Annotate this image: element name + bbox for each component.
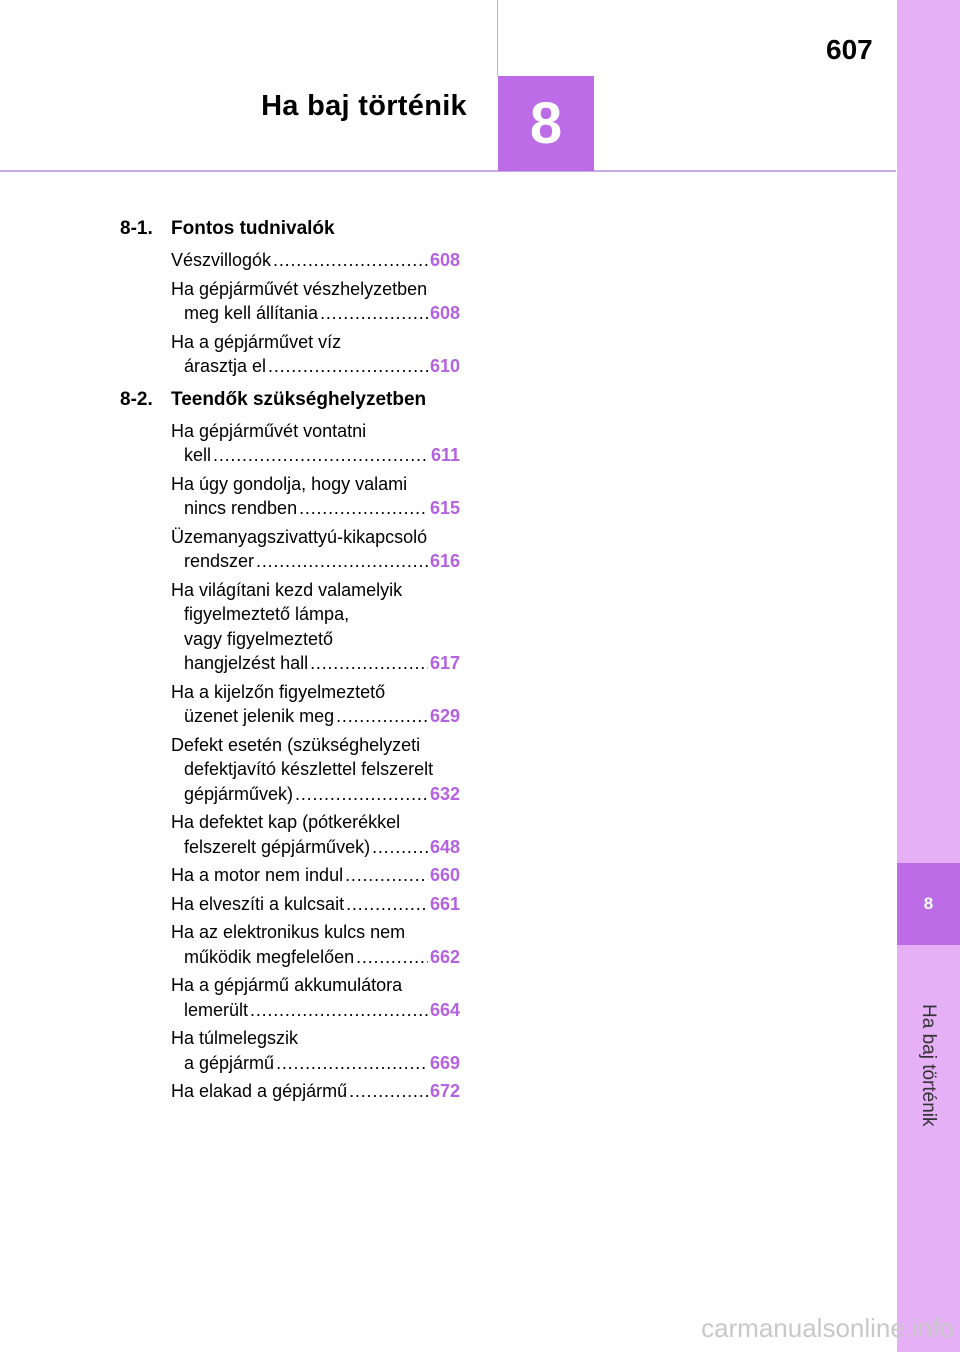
dot-leader [213,443,429,468]
section-title: Fontos tudnivalók [171,218,335,239]
toc-entry-text: vagy figyelmeztető [184,628,334,649]
toc-entry-text: Ha világítani kezd valamelyik [171,579,403,600]
toc-entry[interactable] [171,1079,460,1104]
toc-entry-text: Ha a motor nem indul [171,865,344,885]
toc-page-link[interactable]: 617 [429,653,460,673]
toc-entry-last-line [171,549,460,574]
toc-entry[interactable] [171,277,460,326]
toc-entry-text: Ha elakad a gépjármű [171,1081,348,1101]
side-chapter-label: Ha baj történik [918,1004,939,1127]
toc-entry[interactable] [171,1026,460,1075]
toc-entry-text: Vészvillogók [171,250,272,270]
toc-entry-last-line [171,248,460,273]
dot-leader [295,782,428,807]
toc-entry-last-line [171,651,460,676]
dot-leader [273,248,428,273]
toc-page-link[interactable]: 669 [429,1052,460,1073]
side-thumb-strip [897,0,960,1352]
header-divider-vertical [497,0,498,76]
toc-page-link[interactable]: 648 [429,836,460,857]
toc-entry-text: Defekt esetén (szükséghelyzeti [171,734,421,755]
toc-entry-text: Ha elveszíti a kulcsait [171,893,345,914]
toc-page-link[interactable]: 661 [429,893,460,914]
toc-page-link[interactable]: 662 [429,946,460,967]
dot-leader [346,892,428,917]
toc-entry[interactable] [171,680,460,729]
toc-entry-text: kell [184,445,212,465]
toc-page-link[interactable]: 672 [429,1081,460,1101]
section-number: 8-1. [120,218,153,239]
dot-leader [268,354,428,379]
toc-entry-text: Ha úgy gondolja, hogy valami [171,473,408,494]
toc-page-link[interactable]: 632 [429,783,460,804]
dot-leader [310,651,428,676]
toc-entry-text: hangjelzést hall [184,653,309,673]
toc-page-link[interactable]: 608 [429,250,460,270]
toc-entry-text: gépjárművek) [184,783,294,804]
watermark: carmanualsonline.info [701,1313,954,1343]
toc-entry-text: árasztja el [184,356,267,376]
toc-entry-text: nincs rendben [184,498,298,518]
toc-entry-last-line [171,863,460,888]
toc-entry-last-line [171,782,460,807]
toc-entry-text: rendszer [184,551,255,571]
toc-entry-text: Ha a gépjárművet víz [171,331,342,352]
dot-leader [336,704,428,729]
toc-entry-text: üzenet jelenik meg [184,706,335,726]
dot-leader [299,496,428,521]
dot-leader [345,863,428,888]
toc-entry[interactable] [171,863,460,888]
toc-entry[interactable] [171,419,460,468]
toc-entry[interactable] [171,578,460,676]
toc-entry-text: működik megfelelően [184,946,355,967]
toc-entry[interactable] [171,330,460,379]
dot-leader [349,1079,428,1104]
toc-entry-last-line [171,1051,460,1076]
toc-page-link[interactable]: 611 [430,445,460,465]
toc-entry-text: Ha túlmelegszik [171,1028,299,1048]
section-heading [120,389,470,411]
toc-entry-last-line [171,704,460,729]
header-divider-horizontal [0,170,896,172]
section-number: 8-2. [120,388,153,410]
toc-entry-text: Ha defektet kap (pótkerékkel [171,812,401,832]
toc-entry[interactable] [171,733,460,807]
toc-page-link[interactable]: 660 [429,865,460,885]
toc-entry[interactable] [171,525,460,574]
toc-entry-text: lemerült [184,999,249,1020]
toc-entry-text: figyelmeztető lámpa, [184,604,350,624]
toc-entry-text: Ha a kijelzőn figyelmeztető [171,681,386,702]
table-of-contents [120,218,470,1108]
section-heading [120,218,470,240]
page-number: 607 [826,34,873,65]
toc-entry-last-line [171,892,460,917]
toc-entry-last-line [171,945,460,970]
dot-leader [372,835,428,860]
toc-entry-text: Ha gépjárművét vontatni [171,420,367,441]
chapter-number-box: 8 [498,76,594,171]
toc-entry-last-line [171,998,460,1023]
toc-page-link[interactable]: 616 [429,551,460,571]
toc-entry[interactable] [171,920,460,969]
toc-page-link[interactable]: 608 [429,303,460,323]
side-chapter-tab[interactable]: 8 [897,863,960,945]
section-title: Teendők szükséghelyzetben [171,388,427,410]
toc-entry[interactable] [171,472,460,521]
toc-entry-last-line [171,354,460,379]
dot-leader [256,549,428,574]
toc-entry-text: Ha a gépjármű akkumulátora [171,975,403,995]
toc-page-link[interactable]: 610 [429,356,460,376]
dot-leader [320,301,428,326]
dot-leader [250,998,428,1023]
dot-leader [276,1051,428,1076]
toc-entry[interactable] [171,973,460,1022]
toc-page-link[interactable]: 629 [429,706,460,726]
toc-entry[interactable] [171,892,460,917]
toc-page-link[interactable]: 615 [429,498,460,518]
chapter-title: Ha baj történik [261,90,467,122]
toc-entry-last-line [171,301,460,326]
toc-entry[interactable] [171,248,460,273]
toc-entry-text: defektjavító készlettel felszerelt [184,759,434,779]
toc-page-link[interactable]: 664 [429,999,460,1020]
toc-entry[interactable] [171,810,460,859]
toc-entry-text: Ha gépjárművét vészhelyzetben [171,278,428,299]
toc-entry-text: a gépjármű [184,1052,275,1073]
toc-entry-last-line [171,835,460,860]
toc-entry-text: meg kell állítania [184,303,319,323]
toc-entry-text: Üzemanyagszivattyú-kikapcsoló [171,526,428,547]
toc-entry-text: felszerelt gépjárművek) [184,836,371,857]
toc-entry-last-line [171,496,460,521]
toc-entry-last-line [171,1079,460,1104]
toc-entry-last-line [171,443,460,468]
toc-entry-text: Ha az elektronikus kulcs nem [171,922,406,942]
dot-leader [356,945,428,970]
